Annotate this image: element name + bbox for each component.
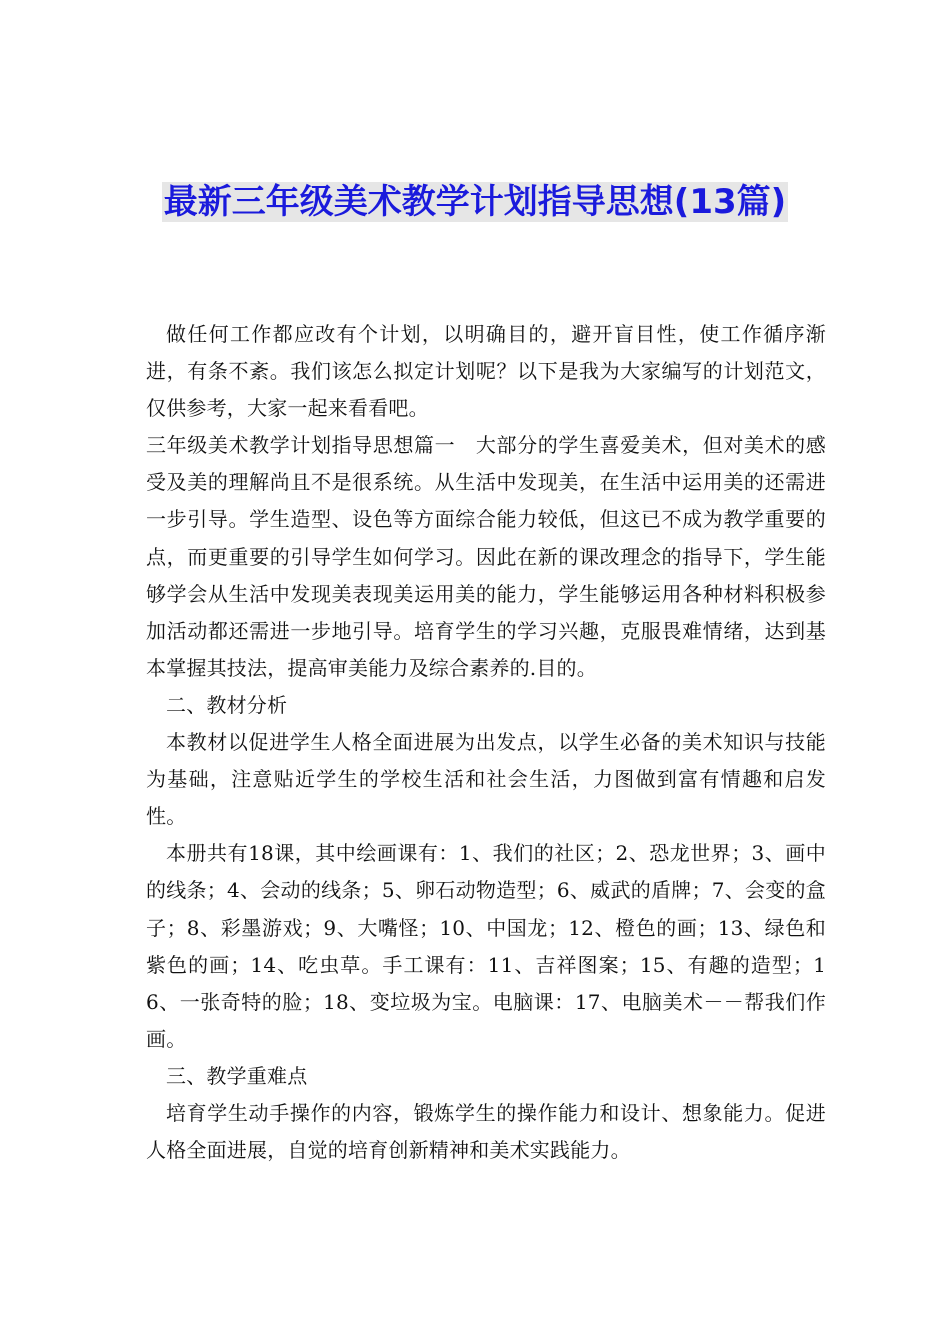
keypoints-paragraph: 培育学生动手操作的内容，锻炼学生的操作能力和设计、想象能力。促进人格全面进展，自觉的培育创新精神和美术实践能力。 (146, 1100, 826, 1163)
materials-paragraph: 本教材以促进学生人格全面进展为出发点，以学生必备的美术知识与技能为基础，注意贴近学生的学校生活和社会生活，力图做到富有情趣和启发性。 (146, 730, 826, 829)
section-one-paragraph: 三年级美术教学计划指导思想篇一 大部分的学生喜爱美术，但对美术的感受及美的理解尚且不是很系统。从生活中发现美，在生活中运用美的还需进一步引导。学生造型、设色等方面综合能力较低，但这已不成为教学重要的点，而更重要的引导学生如何学习。因此在新的课改理念的指导下，学生能够学会从生活中发现美表现美运用美的能力，学生能够运用各种材料积极参加活动都还需进一步地引导。培育学生的学习兴趣，克服畏难情绪，达到基本掌握其技法，提高审美能力及综合素养的.目的。 (146, 433, 826, 680)
title-text: 最新三年级美术教学计划指导思想(13篇) (163, 182, 787, 222)
section-heading-keypoints: 三、教学重难点 (166, 1063, 308, 1088)
document-body (146, 316, 826, 1169)
section-heading-materials: 二、教材分析 (166, 692, 288, 717)
document-title (140, 176, 810, 228)
intro-paragraph: 做任何工作都应改有个计划，以明确目的，避开盲目性，使工作循序渐进，有条不紊。我们该怎么拟定计划呢？以下是我为大家编写的计划范文，仅供参考，大家一起来看看吧。 (146, 322, 826, 421)
lessons-paragraph: 本册共有18课，其中绘画课有：1、我们的社区；2、恐龙世界；3、画中的线条；4、会动的线条；5、卵石动物造型；6、威武的盾牌；7、会变的盒子；8、彩墨游戏；9、大嘴怪；10、中国龙；12、橙色的画；13、绿色和紫色的画；14、吃虫草。手工课有：11、吉祥图案；15、有趣的造型；16、一张奇特的脸；18、变垃圾为宝。电脑课：17、电脑美术－－帮我们作画。 (146, 841, 826, 1051)
